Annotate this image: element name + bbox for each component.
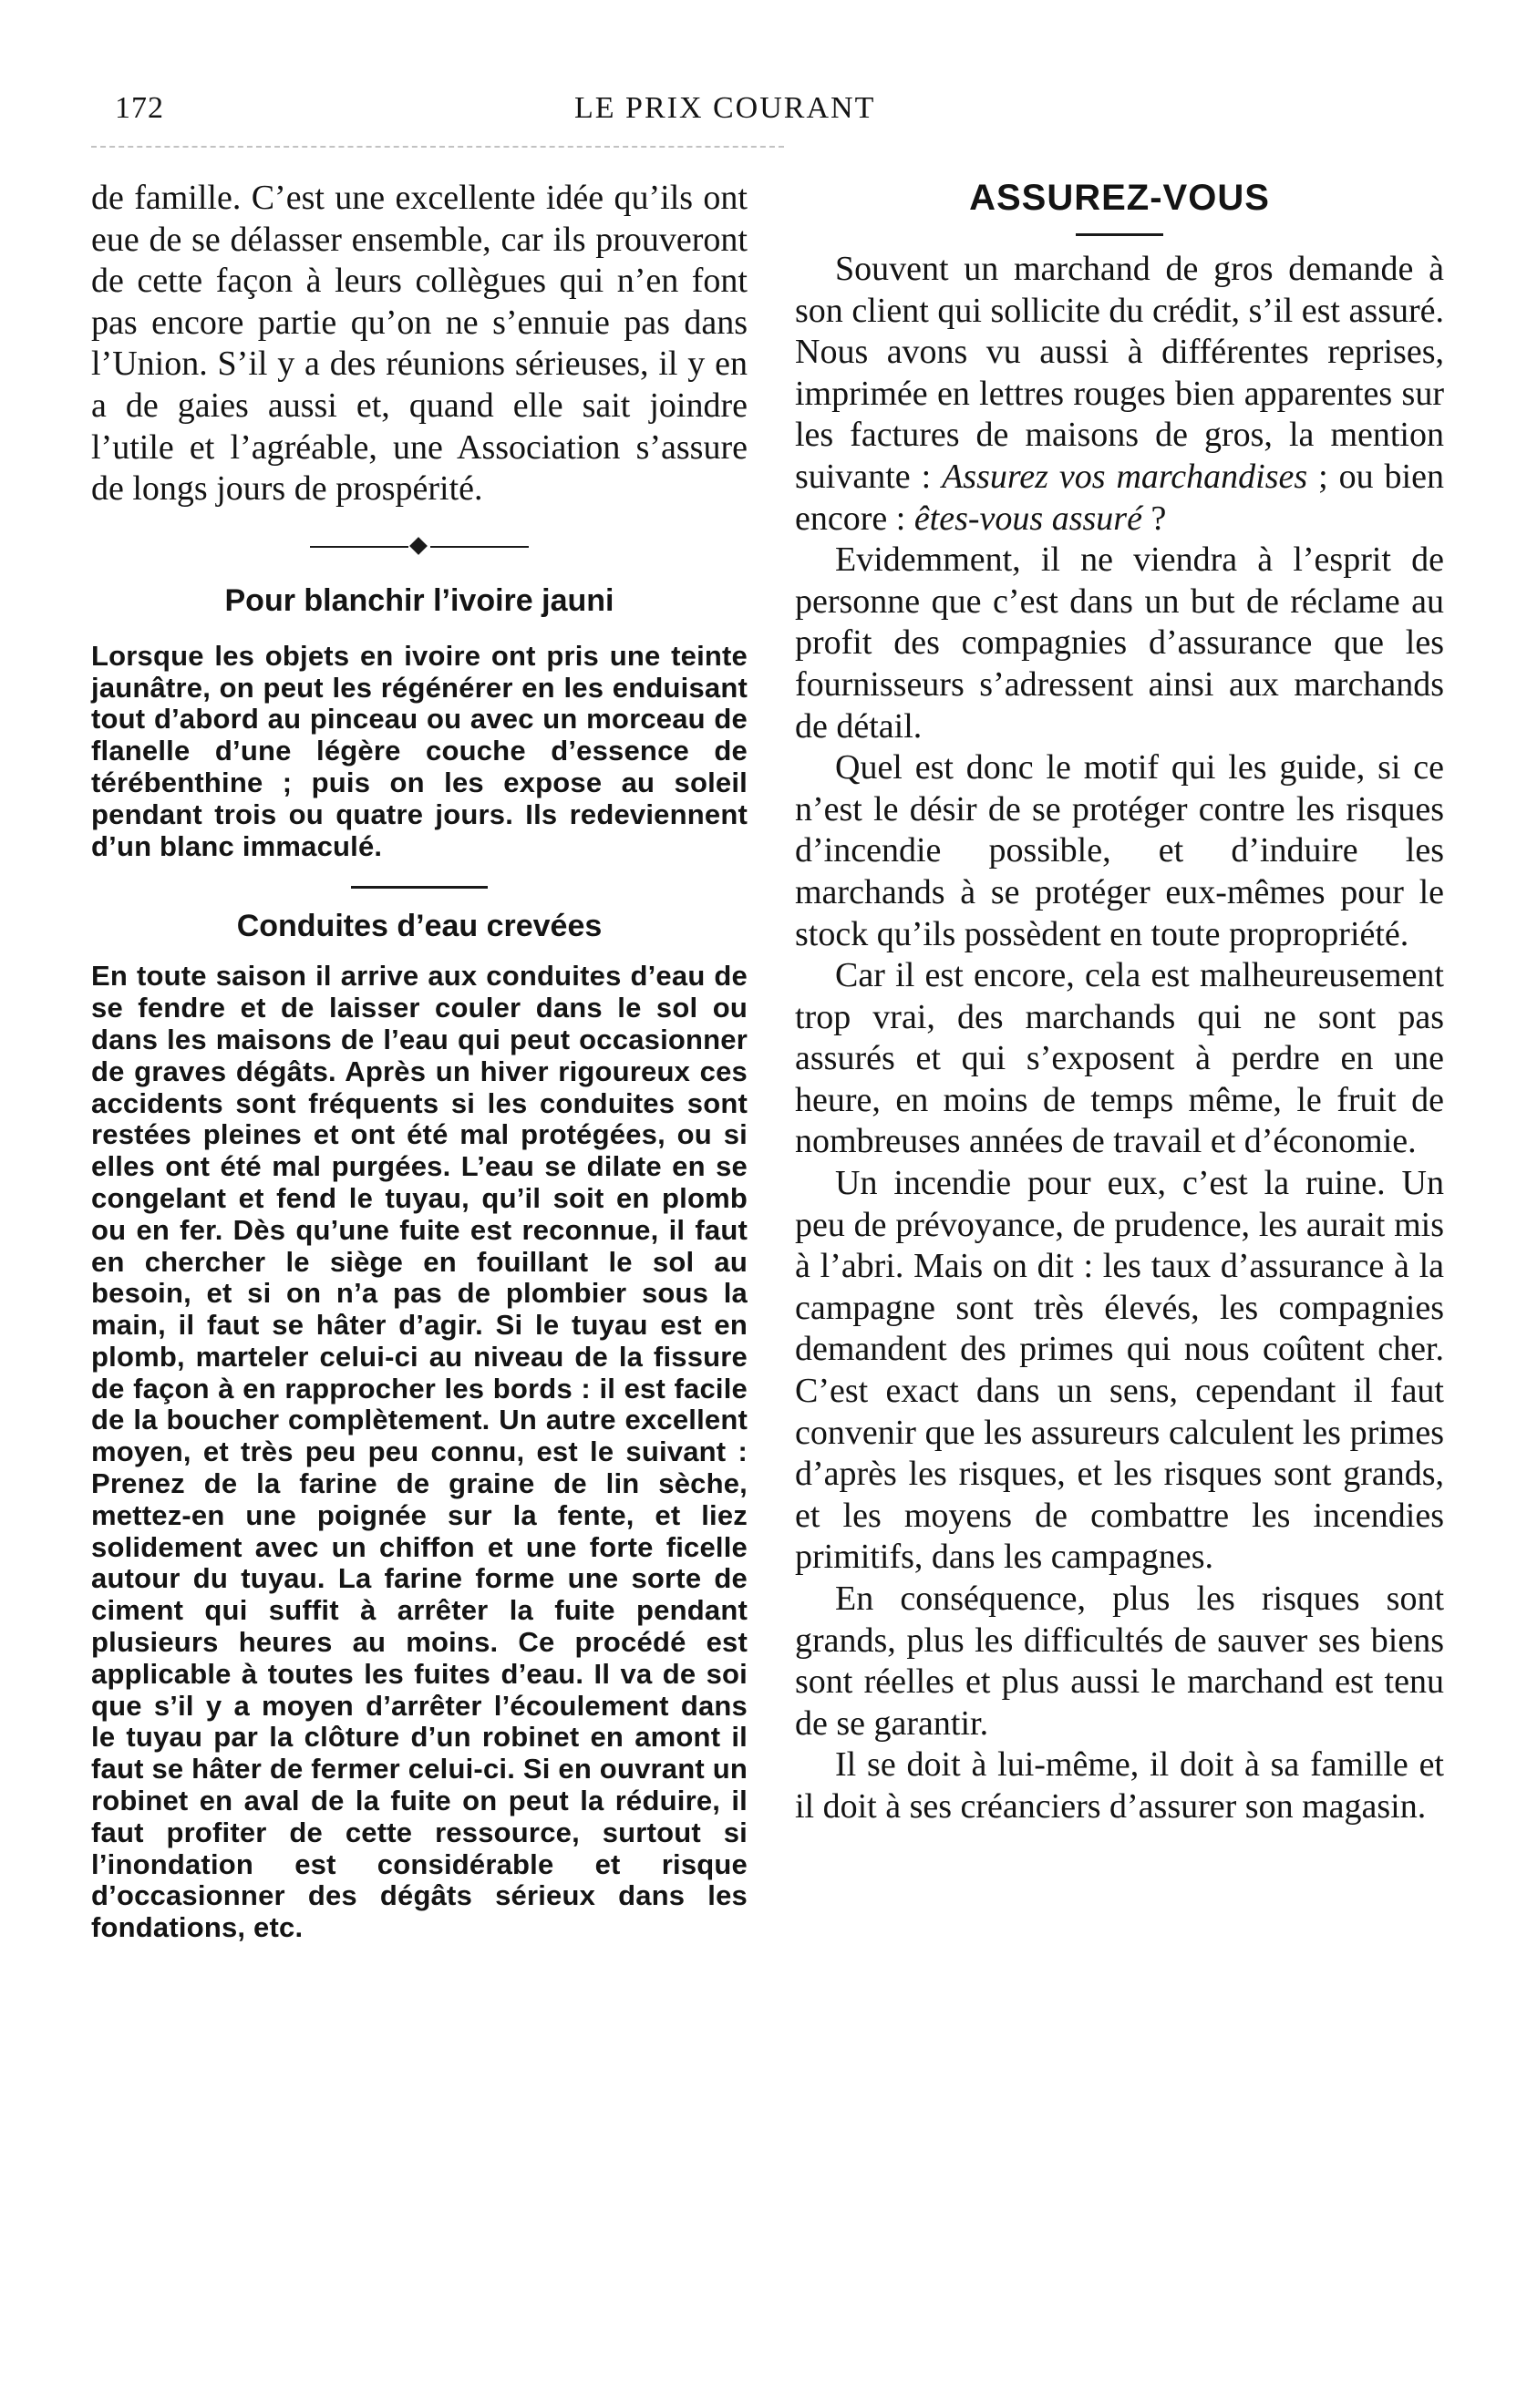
left-column — [91, 178, 748, 1944]
article-paragraph-7: Il se doit à lui-même, il doit à sa famille et il doit à ses créanciers d’assurer son magasin. — [795, 1745, 1444, 1826]
paragraph-1-italic-2: êtes-vous assuré — [913, 499, 1142, 538]
paragraph-1-text-c: ? — [1141, 499, 1167, 538]
article-paragraph-2: Evidemment, il ne viendra à l’esprit de personne que c’est dans un but de réclame au profit des compagnies d’assurance que les fournisseurs s’adressent ainsi aux marchands de détail. — [795, 540, 1444, 746]
intro-paragraph: de famille. C’est une excellente idée qu’ils ont eue de se délasser ensemble, car ils prouveront de cette façon à leurs collègues qui n’en font pas encore partie qu’on ne s’ennuie pas dans l’Union. S’il y a des réunions sérieuses, il y en a de gaies aussi et, quand elle sait joindre l’utile et l’agréable, une Association s’assure de longs jours de prospérité. — [91, 179, 748, 509]
header-rule — [91, 146, 784, 148]
ivoire-paragraph: Lorsque les objets en ivoire ont pris une teinte jaunâtre, on peut les régénérer en les enduisant tout d’abord au pinceau ou avec un morceau de flanelle d’une légère couche d’essence de térébenthine ; puis on les expose au soleil pendant trois ou quatre jours. Ils redeviennent d’un blanc immaculé. — [91, 639, 748, 862]
paragraph-1-text-a: Souvent un marchand de gros demande à son client qui sollicite du crédit, s’il est assuré. Nous avons vu aussi à différentes reprises, imprimée en lettres rouges bien apparentes sur les factures de maisons de gros, la mention suivante : — [795, 250, 1444, 496]
page-number: 172 — [115, 91, 164, 125]
running-title: LE PRIX COURANT — [574, 91, 876, 125]
conduites-paragraph: En toute saison il arrive aux conduites d’eau de se fendre et de laisser couler dans le sol ou dans les maisons de l’eau qui peut occasionner de graves dégâts. Après un hiver rigoureux ces accidents sont fréquents si les conduites sont restées pleines et ont été mal protégées, ou si elles ont été mal purgées. L’eau se dilate en se congelant et fend le tuyau, qu’il soit en plomb ou en fer. Dès qu’une fuite est reconnue, il faut en chercher le siège en fouillant le sol au besoin, et si on n’a pas de plombier sous la main, il faut se hâter d’agir. Si le tuyau est en plomb, marteler celui-ci au niveau de la fissure de façon à en rapprocher les bords : il est facile de la boucher complètement. Un autre excellent moyen, et très peu peu connu, est le suivant : Prenez de la farine de graine de lin sèche, mettez-en une poignée sur la fente, et liez solidement avec un chiffon et une forte ficelle autour du tuyau. La farine forme une sorte de ciment qui suffit à arrêter la fuite pendant plusieurs heures au moins. Ce procédé est applicable à toutes les fuites d’eau. Il va de soi que s’il y a moyen d’arrêter l’écoulement dans le tuyau par la clôture d’un robinet en amont il faut se hâter de fermer celui-ci. Si en ouvrant un robinet en aval de la fuite on peut la réduire, il faut profiter de cette ressource, surtout si l’inondation est considérable et risque d’occasionner des dégâts sérieux dans les fondations, etc. — [91, 960, 748, 1944]
article-title: ASSUREZ-VOUS — [969, 178, 1270, 218]
paragraph-1-italic-1: Assurez vos marchandises — [942, 457, 1308, 496]
right-column — [795, 178, 1444, 1828]
ivoire-title: Pour blanchir l’ivoire jauni — [224, 582, 614, 618]
article-paragraph-3: Quel est donc le motif qui les guide, si ce n’est le désir de se protéger contre les risques d’incendie possible, et d’induire les marchands à se protéger eux-mêmes pour le stock qu’ils possèdent en toute propropriété. — [795, 748, 1444, 953]
paragraph-1-text-b: ; ou bien encore : — [795, 457, 1444, 538]
article-paragraph-1 — [795, 249, 1444, 540]
article-paragraph-5: Un incendie pour eux, c’est la ruine. Un peu de prévoyance, de prudence, les aurait mis à l’abri. Mais on dit : les taux d’assurance à la campagne sont très élevés, les compagnies demandent des primes qui nous coûtent cher. C’est exact dans un sens, cependant il faut convenir que les assureurs calculent les primes d’après les risques, et les risques sont grands, et les moyens de combattre les incendies primitifs, dans les campagnes. — [795, 1164, 1444, 1577]
ornament-divider — [310, 538, 529, 556]
article-paragraph-6: En conséquence, plus les risques sont grands, plus les difficultés de sauver ses biens sont réelles et plus aussi le marchand est tenu de se garantir. — [795, 1580, 1444, 1743]
article-paragraph-4: Car il est encore, cela est malheureusement trop vrai, des marchands qui ne sont pas assurés et qui s’exposent à perdre en une heure, en moins de temps même, le fruit de nombreuses années de travail et d’économie. — [795, 956, 1444, 1161]
conduites-title: Conduites d’eau crevées — [236, 909, 603, 944]
